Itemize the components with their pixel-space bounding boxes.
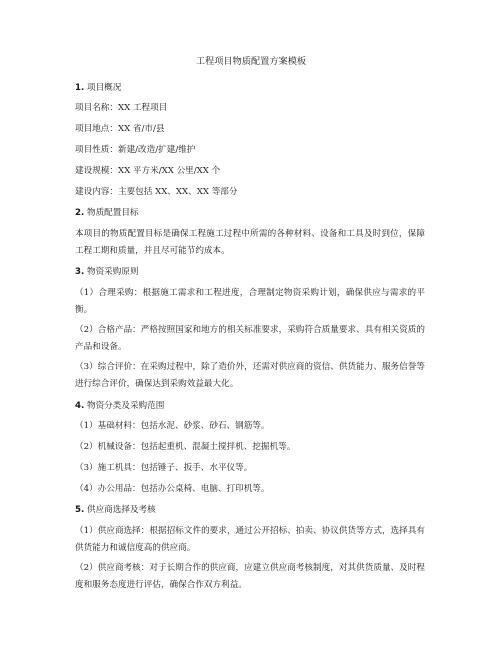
category-line-2: （2）机械设备：包括起重机、混凝土搅拌机、挖掘机等。 (75, 442, 296, 452)
category-line-1: （1）基础材料：包括水泥、砂浆、砂石、钢筋等。 (75, 421, 270, 431)
section-number: 5. (75, 505, 85, 515)
project-content-line: 建设内容：主要包括 XX、XX、XX 等部分 (75, 187, 238, 197)
section-heading-text: 物资分类及采购范围 (84, 401, 165, 411)
section-heading-text: 供应商选择及考核 (84, 505, 156, 515)
project-location-line: 项目地点：XX 省/市/县 (75, 124, 165, 134)
supplier-selection-paragraph: （1）供应商选择：根据招标文件的要求，通过公开招标、拍卖、协议供货等方式，选择具有供货能力和诚信度高的供应商。 (75, 526, 425, 553)
category-line-3: （3）施工机具：包括锤子、扳手、水平仪等。 (75, 463, 253, 473)
principle-paragraph-2: （2）合格产品：严格按照国家和地方的相关标准要求，采购符合质量要求、具有相关资质的产品和设备。 (75, 325, 425, 352)
section-heading-1 (75, 82, 121, 94)
section-number: 4. (75, 401, 85, 411)
project-nature-line: 项目性质：新建/改造/扩建/维护 (75, 145, 196, 155)
section-heading-4 (75, 400, 164, 412)
principle-paragraph-3: （3）综合评价：在采购过程中，除了造价外，还需对供应商的资信、供货能力、服务信誉等进行综合评价，确保达到采购效益最大化。 (75, 362, 425, 389)
principle-paragraph-1: （1）合理采购：根据施工需求和工程进度，合理制定物资采购计划，确保供应与需求的平衡。 (75, 288, 425, 315)
configuration-goal-paragraph: 本项目的物质配置目标是确保工程施工过程中所需的各种材料、设备和工具及时到位，保障工程工期和质量，并且尽可能节约成本。 (75, 229, 425, 256)
document-title: 工程项目物质配置方案模板 (195, 56, 307, 67)
project-name-line: 项目名称：XX 工程项目 (75, 103, 168, 113)
section-heading-2 (75, 207, 139, 219)
category-line-4: （4）办公用品：包括办公桌椅、电脑、打印机等。 (75, 484, 270, 494)
section-heading-3 (75, 266, 139, 278)
section-heading-text: 项目概况 (84, 83, 122, 93)
section-heading-5 (75, 504, 156, 516)
section-heading-text: 物资采购原则 (84, 267, 139, 277)
project-scale-line: 建设规模：XX 平方米/XX 公里/XX 个 (75, 166, 221, 176)
supplier-assessment-paragraph: （2）供应商考核：对于长期合作的供应商，应建立供应商考核制度，对其供货质量、及时程度和服务态度进行评估，确保合作双方利益。 (75, 563, 425, 590)
section-number: 1. (75, 83, 85, 93)
section-number: 3. (75, 267, 85, 277)
section-number: 2. (75, 208, 85, 218)
section-heading-text: 物质配置目标 (84, 208, 139, 218)
